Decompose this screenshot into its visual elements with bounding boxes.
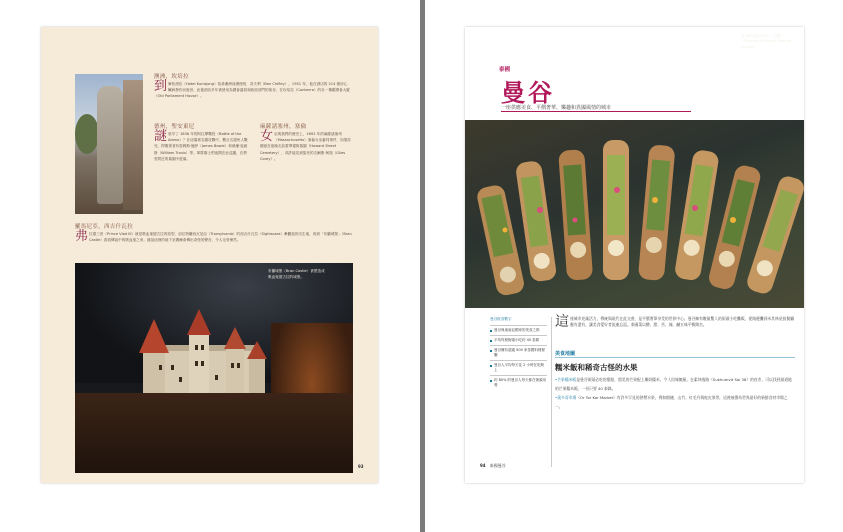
floating-market-photo [465,120,804,308]
food-section-tag: 美食地圖 [555,351,576,357]
castle-caption: 布蘭城堡（Bran Castle）被塑造成吸血鬼德古拉的城堡。 [268,269,325,279]
country-label: 泰國 [499,67,511,73]
section-title-san-antonio: 德州，聖安東尼 [154,124,195,130]
intro-paragraph: 這 座城市充滿活力，傳統與現代在此交會，是平價奢華享受的世界中心。曼谷擁有數量驚人的街頭小吃攤販，從路邊攤到米其林星級餐廳應有盡有，讓美食愛好者流連忘返。泰國菜以酸、甜、苦、辣、鹹五味平衡聞名。 [555,314,795,330]
page-number: 94 [480,463,486,468]
sidebar-heading: 曼谷飲食數字 [490,317,512,321]
page-footer [480,463,506,469]
food-section-title: 糯米飯和稀奇古怪的水果 [555,363,638,372]
section-body-san-antonio: 謎 底早了 1836 年的阿拉摩戰役（Battle of the Alamo）？在這場著名圍攻戰中，數百名德州人戰死，捍衛著者有詹姆斯·鮑伊（James Bowie）和威廉·崔維斯（William Travis）等。軍隊衛士們夜間在此巡邏，在教堂附近的墓園中遊蕩。 [154,129,248,161]
market-caption: 曼谷的丹能莎朵水上市場（Damnoen Saduak floating market） [741,34,792,49]
sidebar-fact: 約 80% 的曼谷人每天都在街頭用餐 [490,375,547,390]
right-page [465,27,804,483]
sidebar-fact: 平均每餐街頭小吃約 40 泰銖 [490,335,547,345]
city-tagline: 一座供應美食、平價奢華、樂趣和異國風情的城市 [501,105,612,111]
food-paragraph: •奧多哥市場（Or Tor Kor Market）有許多罕見的熱帶水果，例如榴槤、山竹、紅毛丹與蛇皮果等，這裡被譽為世界最好的新鮮食材市場之一。 [555,395,788,409]
dropcap: 謎 [154,129,168,144]
section-body-sighisoara: 弗 拉德三世（Prince Vlad III）就是吸血鬼德古拉的原型，前往特蘭西瓦尼亞（Transylvania）的西吉什瓦拉（Sighisoara）參觀他的出生地，再到「布蘭城堡」（Bran Castle）看看傳說中的吸血鬼之家。據說這裡的地下室偶爾會傳出奇怪的聲音，令人毛骨悚然。 [75,229,352,244]
city-title: 曼谷 [501,78,555,107]
dropcap: 到 [154,79,168,94]
statue-photo [75,74,143,214]
sidebar-fact: 曼谷與東南亞國家的美食之都 [490,325,547,335]
left-page-viewer [0,0,420,532]
food-highlight: 奧多哥市場 [557,395,577,400]
facts-sidebar [490,317,547,390]
title-rule [501,111,691,112]
section-body-canberra: 到 庫松酒店（Hotel Kurrajong）找尋澳洲前總理班．奇夫利（Ben Chifley），1951 年，他在酒店的 214 號房心臟病發作而逝世。此後酒店多年被使用為國會議員和政府部門的宿舍，在坎培拉（Canberra）的另一棟舊國會大廈（Old Parliament House）。 [154,79,350,99]
section-title-canberra: 澳洲，坎培拉 [154,74,189,80]
section-title-sighisoara: 羅馬尼亞，西吉什瓦拉 [75,224,134,230]
section-body-salem: 女 巫與我們的歷史上，1692 年的麻薩諸塞州（Massachusetts）塞倫女巫審判事件，如果你願意在夜晚走訪霍華德街墓園（Howard Street Cemetery），或許能見到冤死的吉爾斯·柯瑞（Giles Corey）。 [260,129,351,161]
boats-illustration [465,120,804,308]
sidebar-fact: 曼谷擁有超過 500 家泰國料理餐廳 [490,345,547,360]
right-page-viewer [425,0,843,532]
left-page [41,27,378,483]
dropcap: 弗 [75,229,89,244]
dropcap: 女 [260,129,274,144]
page-number: 93 [358,464,364,469]
dropcap: 這 [555,314,569,330]
castle-photo [75,263,353,473]
food-paragraph: •芒果糯米飯是曼谷街頭必吃的甜點，甜美的芒果配上椰奶糯米，令人回味無窮。在素坤逸路（Sukhumvit Soi 38）的夜市，可以找到最道地的芒果糯米飯，一份只要 40 泰銖。 [555,377,792,391]
food-section-body [555,375,795,411]
section-title-salem: 麻薩諸塞州，塞倫 [260,124,307,130]
food-highlight: 芒果糯米飯 [557,377,577,382]
column-divider [551,317,552,467]
page-label: 泰國曼谷 [489,463,506,468]
sidebar-fact: 曼谷人平均每天花 2 小時在吃飯上 [490,360,547,375]
food-section-rule [555,357,795,358]
